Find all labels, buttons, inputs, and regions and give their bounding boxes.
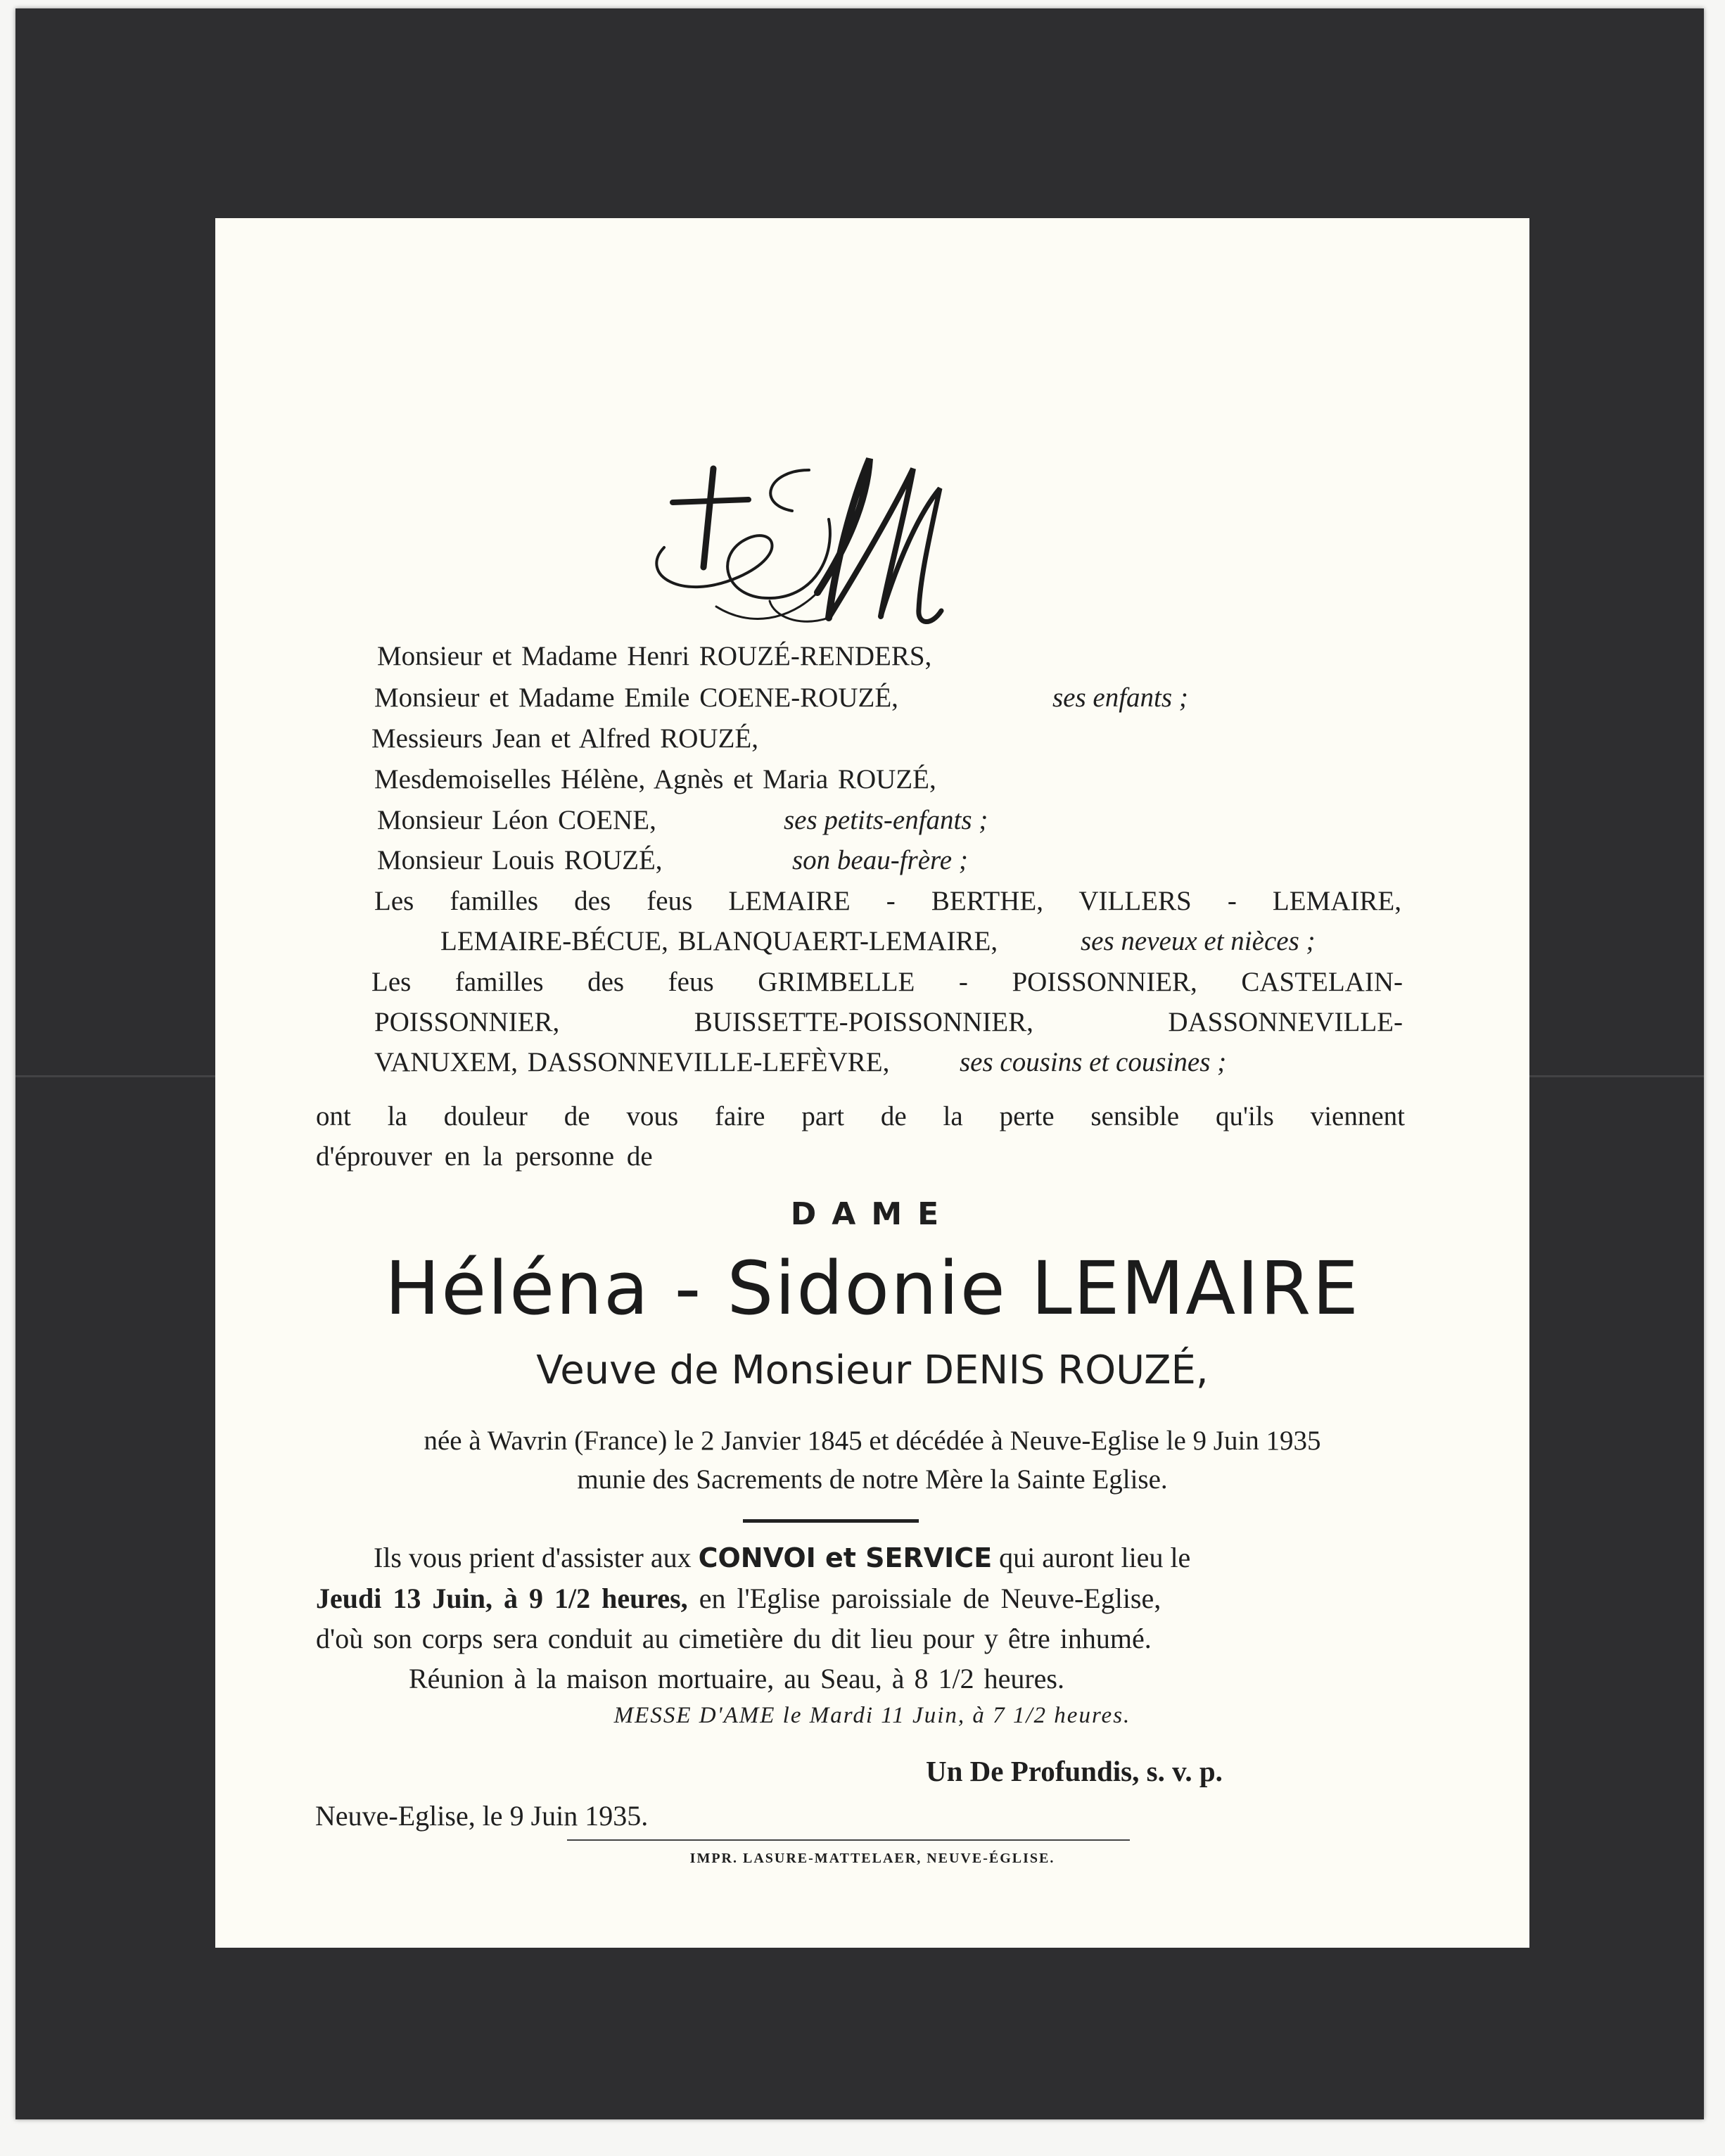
family-line: VANUXEM, DASSONNEVILLE-LEFÈVRE, xyxy=(374,1047,890,1077)
service-text: en l'Eglise paroissiale de Neuve-Eglise, xyxy=(687,1583,1161,1614)
service-date: Jeudi 13 Juin, à 9 1/2 heures, xyxy=(316,1583,688,1614)
deceased-name: Héléna - Sidonie LEMAIRE xyxy=(385,1245,1360,1331)
sacraments-line: munie des Sacrements de notre Mère la Sainte Eglise. xyxy=(577,1464,1168,1495)
printer-imprint: IMPR. LASURE-MATTELAER, NEUVE-ÉGLISE. xyxy=(689,1851,1055,1866)
relation-label: son beau-frère ; xyxy=(792,845,968,875)
service-line: Réunion à la maison mortuaire, au Seau, à 8 1/2 heures. xyxy=(409,1663,1064,1694)
printer-rule xyxy=(567,1839,1130,1841)
service-text: qui auront lieu le xyxy=(992,1542,1191,1573)
family-line: Monsieur Louis ROUZÉ, xyxy=(377,845,663,875)
born-died-line: née à Wavrin (France) le 2 Janvier 1845 et décédée à Neuve-Eglise le 9 Juin 1935 xyxy=(424,1426,1321,1456)
title-dame: DAME xyxy=(790,1196,955,1232)
convoi-service: CONVOI et SERVICE xyxy=(698,1542,993,1573)
relation-label: ses petits-enfants ; xyxy=(784,805,988,835)
announcement-line: d'éprouver en la personne de xyxy=(316,1141,653,1172)
relation-label: ses cousins et cousines ; xyxy=(960,1047,1227,1077)
service-line xyxy=(316,1582,1161,1615)
family-line: POISSONNIER, BUISSETTE-POISSONNIER, DASSONNEVILLE- xyxy=(374,1007,1403,1037)
family-line: Messieurs Jean et Alfred ROUZÉ, xyxy=(371,723,758,754)
service-line: d'où son corps sera conduit au cimetière du dit lieu pour y être inhumé. xyxy=(316,1623,1152,1654)
family-line: Monsieur et Madame Henri ROUZÉ-RENDERS, xyxy=(377,641,932,671)
divider-rule xyxy=(743,1519,919,1523)
family-line: Les familles des feus LEMAIRE - BERTHE, VILLERS - LEMAIRE, xyxy=(374,886,1401,916)
service-line xyxy=(374,1541,1190,1574)
messe-line: MESSE D'AME le Mardi 11 Juin, à 7 1/2 heures. xyxy=(613,1703,1131,1728)
family-line: Les familles des feus GRIMBELLE - POISSONNIER, CASTELAIN- xyxy=(371,967,1403,997)
family-line: LEMAIRE-BÉCUE, BLANQUAERT-LEMAIRE, xyxy=(440,926,998,956)
service-text: Ils vous prient d'assister aux xyxy=(374,1542,699,1573)
widow-of: Veuve de Monsieur DENIS ROUZÉ, xyxy=(536,1348,1209,1393)
de-profundis: Un De Profundis, s. v. p. xyxy=(926,1755,1223,1787)
place-date: Neuve-Eglise, le 9 Juin 1935. xyxy=(315,1800,649,1832)
card-insert xyxy=(215,218,1529,1948)
relation-label: ses enfants ; xyxy=(1052,683,1188,713)
family-line: Monsieur et Madame Emile COENE-ROUZÉ, xyxy=(374,683,898,713)
announcement-line: ont la douleur de vous faire part de la perte sensible qu'ils viennent xyxy=(316,1101,1405,1131)
family-line: Mesdemoiselles Hélène, Agnès et Maria ROUZÉ, xyxy=(374,764,936,794)
family-line: Monsieur Léon COENE, xyxy=(377,805,656,835)
relation-label: ses neveux et nièces ; xyxy=(1081,926,1316,956)
